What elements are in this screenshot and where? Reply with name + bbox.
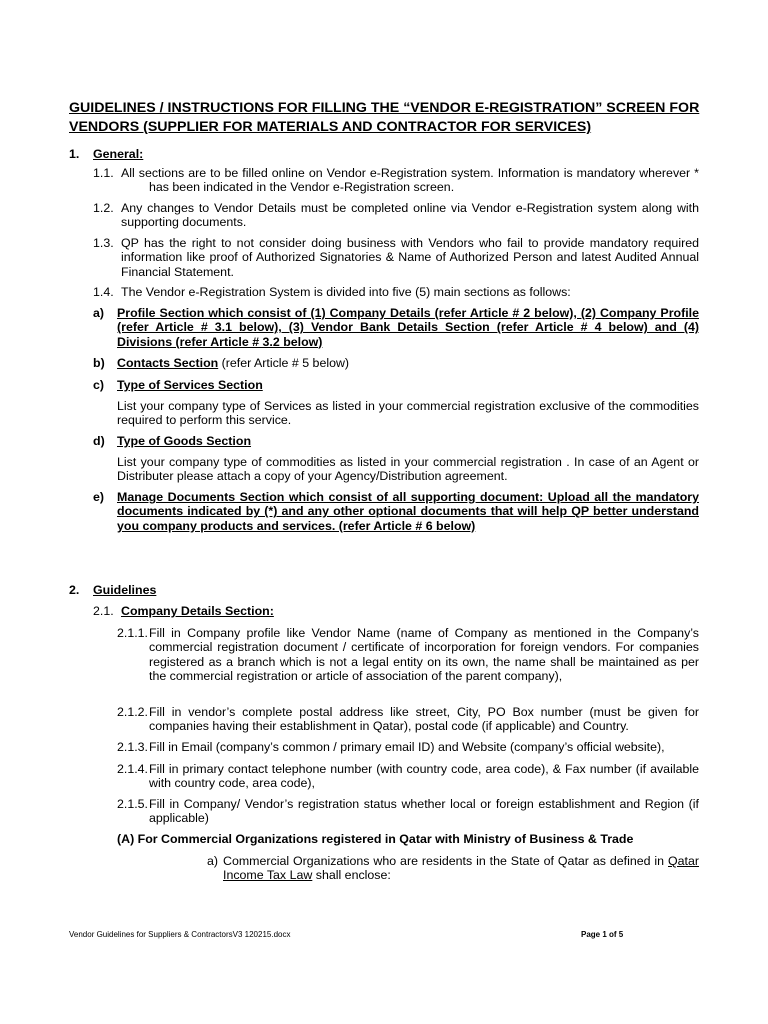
section-number: 1. xyxy=(69,147,80,161)
section-b: b) Contacts Section (refer Article # 5 below) xyxy=(93,356,350,370)
section-a: a) Profile Section which consist of (1) Company Details (refer Article # 2 below), (2) Company Profile (refer Article # 3.1 below), (3) Vendor Bank Details Section (refer Article # 4 below) and (4) Divisions (refer Article # 3.2 below) xyxy=(93,306,699,349)
qatar-income-tax-law-link[interactable]: Qatar Income Tax Law xyxy=(223,854,699,883)
footer-filename: Vendor Guidelines for Suppliers & ContractorsV3 120215.docx xyxy=(69,930,291,939)
item-2-1-1: 2.1.1. Fill in Company profile like Vendor Name (name of Company as mentioned in the Company’s commercial registration document / certificate of incorporation for foreign vendors. For companies registered as a branch which is not a legal entity on its own, the name shall be maintained as per the commercial registration or article of association of the parent company), xyxy=(117,626,699,683)
item-2-1-2: 2.1.2. Fill in vendor’s complete postal address like street, City, PO Box number (must be given for companies having their establishment in Qatar), postal code (if applicable) and Country. xyxy=(117,705,699,734)
section-d: d) Type of Goods Section xyxy=(93,434,252,448)
subsection-a-heading: (A) For Commercial Organizations registered in Qatar with Ministry of Business & Trade xyxy=(117,832,634,846)
section-c-body: List your company type of Services as listed in your commercial registration exclusive of the commodities required to perform this service. xyxy=(117,399,699,428)
section-e: e) Manage Documents Section which consist of all supporting document: Upload all the mandatory documents indicated by (*) and any other optional documents that will help QP better understand you company products and services. (refer Article # 6 below) xyxy=(93,490,699,533)
item-1-2: 1.2. Any changes to Vendor Details must be completed online via Vendor e-Registration system along with supporting documents. xyxy=(93,201,699,230)
section-1-heading xyxy=(69,146,369,162)
item-2-1-4: 2.1.4. Fill in primary contact telephone number (with country code, area code), & Fax number (if available with country code, area code), xyxy=(117,762,699,791)
section-title: General: xyxy=(93,147,144,161)
item-2-1-5: 2.1.5. Fill in Company/ Vendor’s registration status whether local or foreign establishment and Region (if applicable) xyxy=(117,797,699,826)
section-c: c) Type of Services Section xyxy=(93,378,263,392)
item-1-3: 1.3. QP has the right to not consider doing business with Vendors who fail to provide mandatory required information like proof of Authorized Signatories & Name of Authorized Person and latest Audited Annual Financial Statement. xyxy=(93,236,699,279)
subsection-a-item: a) Commercial Organizations who are residents in the State of Qatar as defined in Qatar Income Tax Law shall enclose: xyxy=(207,854,699,883)
section-2-heading: 2. Guidelines xyxy=(69,583,157,597)
section-d-body: List your company type of commodities as listed in your commercial registration . In case of an Agent or Distributer please attach a copy of your Agency/Distribution agreement. xyxy=(117,455,699,484)
item-1-4: 1.4. The Vendor e-Registration System is divided into five (5) main sections as follows: xyxy=(93,285,571,299)
subsection-2-1-heading: 2.1. Company Details Section: xyxy=(93,604,274,618)
footer-page-number: Page 1 of 5 xyxy=(581,930,624,939)
page-title: GUIDELINES / INSTRUCTIONS FOR FILLING THE “VENDOR E-REGISTRATION” SCREEN FOR VENDORS (SUPPLIER FOR MATERIALS AND CONTRACTOR FOR SERVICES) xyxy=(69,100,700,135)
item-1-1: 1.1. All sections are to be filled online on Vendor e-Registration system. Information is mandatory wherever * has been indicated in the Vendor e-Registration screen. xyxy=(93,166,699,195)
item-2-1-3: 2.1.3. Fill in Email (company’s common / primary email ID) and Website (company’s official website), xyxy=(117,740,665,754)
